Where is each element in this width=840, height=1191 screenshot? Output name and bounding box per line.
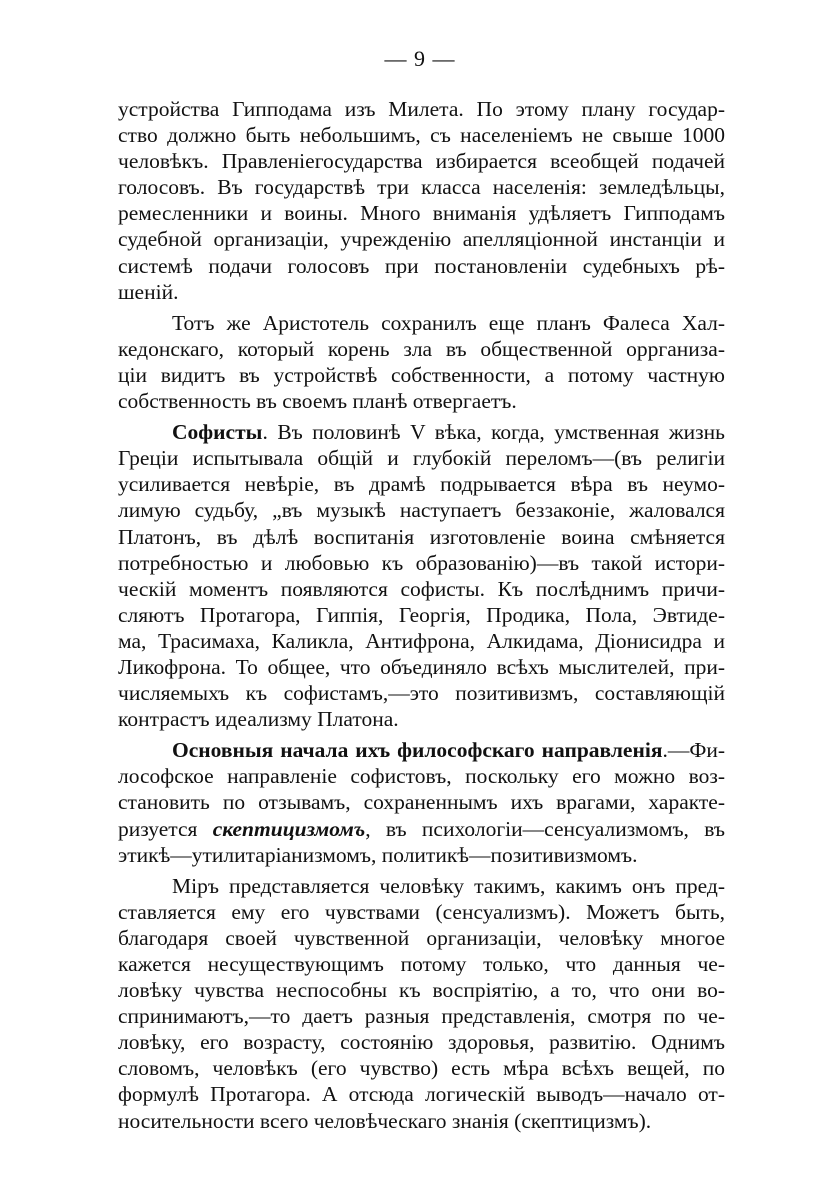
- text-fragment: ризуется: [118, 816, 213, 841]
- text-line: спринимаютъ,—то даетъ разныя представленія, смотря по че-: [118, 1004, 725, 1029]
- text-line: становить по отзывамъ, сохраненнымъ ихъ врагами, характе-: [118, 790, 725, 815]
- text-line: этикѣ—утилитаріанизмомъ, политикѣ—позитивизмомъ.: [118, 842, 638, 867]
- text-line: ма, Трасимаха, Каликла, Антифрона, Алкидама, Діонисидра и: [118, 628, 725, 653]
- text-line: контрастъ идеализму Платона.: [118, 707, 399, 732]
- text-line: формулѣ Протагора. А отсюда логическій выводъ—начало от-: [118, 1082, 725, 1107]
- text-fragment: . Въ половинѣ V вѣка, когда, умственная жизнь: [262, 420, 725, 445]
- text-line: лософское направленіе софистовъ, поскольку его можно воз-: [118, 764, 725, 789]
- text-line: носительности всего человѣческаго знанія (скептицизмъ).: [118, 1108, 652, 1133]
- text-line: устройства Гипподама изъ Милета. По этому плану государ-: [118, 97, 725, 121]
- text-line: Міръ представляется человѣку такимъ, какимъ онъ пред-: [172, 873, 725, 898]
- text-line: кедонскаго, который корень зла въ общественной оррганиза-: [118, 336, 725, 361]
- emphasis-term: скептицизмомъ: [212, 816, 366, 841]
- paragraph-sophists: [118, 419, 725, 732]
- paragraph-2: [118, 310, 725, 414]
- text-line: [118, 419, 725, 445]
- text-line: Ликофрона. То общее, что объединяло всѣхъ мыслителей, при-: [118, 654, 725, 679]
- text-line: ловѣку чувства неспособны къ воспріятію, а то, что они во-: [118, 978, 725, 1003]
- text-line: благодаря своей чувственной организаціи, человѣку многое: [118, 925, 725, 950]
- body-text: [118, 96, 725, 1134]
- text-line: словомъ, человѣкъ (его чувство) есть мѣра всѣхъ вещей, по: [118, 1056, 725, 1081]
- text-line: лимую судьбу, „въ музыкѣ наступаетъ беззаконіе, жаловался: [118, 498, 725, 523]
- paragraph-1: [118, 96, 725, 305]
- section-heading-sophists: Софисты: [172, 420, 263, 445]
- paragraph-principles: [118, 737, 725, 867]
- text-line: системѣ подачи голосовъ при постановленіи судебныхъ рѣ-: [118, 253, 725, 278]
- text-line: голосовъ. Въ государствѣ три класса населенія: земледѣльцы,: [118, 175, 725, 200]
- paragraph-5: [118, 873, 725, 1134]
- text-line: [118, 816, 725, 842]
- text-line: ставляется ему его чувствами (сенсуализмъ). Можетъ быть,: [118, 899, 725, 924]
- text-line: судебной организаціи, учрежденію апелляціонной инстанціи и: [118, 227, 725, 252]
- text-line: человѣкъ. Правленіегосударства избирается всеобщей подачей: [118, 149, 725, 174]
- text-line: ство должно быть небольшимъ, съ населеніемъ не свыше 1000: [118, 123, 725, 148]
- section-heading-principles: Основныя начала ихъ философскаго направленія: [172, 738, 663, 763]
- text-line: шеній.: [118, 279, 179, 304]
- text-line: ловѣку, его возрасту, состоянію здоровья, развитію. Однимъ: [118, 1030, 725, 1055]
- text-line: потребностью и любовью къ образованію)—въ такой истори-: [118, 550, 725, 575]
- page-number: — 9 —: [384, 46, 456, 71]
- text-line: усиливается невѣріе, въ драмѣ подрывается вѣра въ неумо-: [118, 472, 725, 497]
- text-fragment: .—Фи-: [662, 738, 725, 763]
- text-line: ремесленники и воины. Много вниманія удѣляетъ Гипподамъ: [118, 201, 725, 226]
- text-line: Платонъ, въ дѣлѣ воспитанія изготовленіе воина смѣняется: [118, 524, 725, 549]
- text-line: Тотъ же Аристотель сохранилъ еще планъ Фалеса Хал-: [172, 310, 725, 335]
- text-line: ціи видитъ въ устройствѣ собственности, а потому частную: [118, 362, 725, 387]
- text-line: собственность въ своемъ планѣ отвергаетъ.: [118, 389, 517, 414]
- text-line: ческій моментъ появляются софисты. Къ послѣднимъ причи-: [118, 576, 725, 601]
- text-fragment: , въ психологіи—сенсуализмомъ, въ: [365, 816, 725, 841]
- text-line: Греціи испытывала общій и глубокій переломъ—(въ религіи: [118, 446, 725, 471]
- text-line: сляютъ Протагора, Гиппія, Георгія, Продика, Пола, Эвтиде-: [118, 602, 725, 627]
- text-line: кажется несуществующимъ потому только, что данныя че-: [118, 952, 725, 976]
- text-line: [118, 737, 725, 763]
- text-line: числяемыхъ къ софистамъ,—это позитивизмъ, составляющій: [118, 681, 725, 706]
